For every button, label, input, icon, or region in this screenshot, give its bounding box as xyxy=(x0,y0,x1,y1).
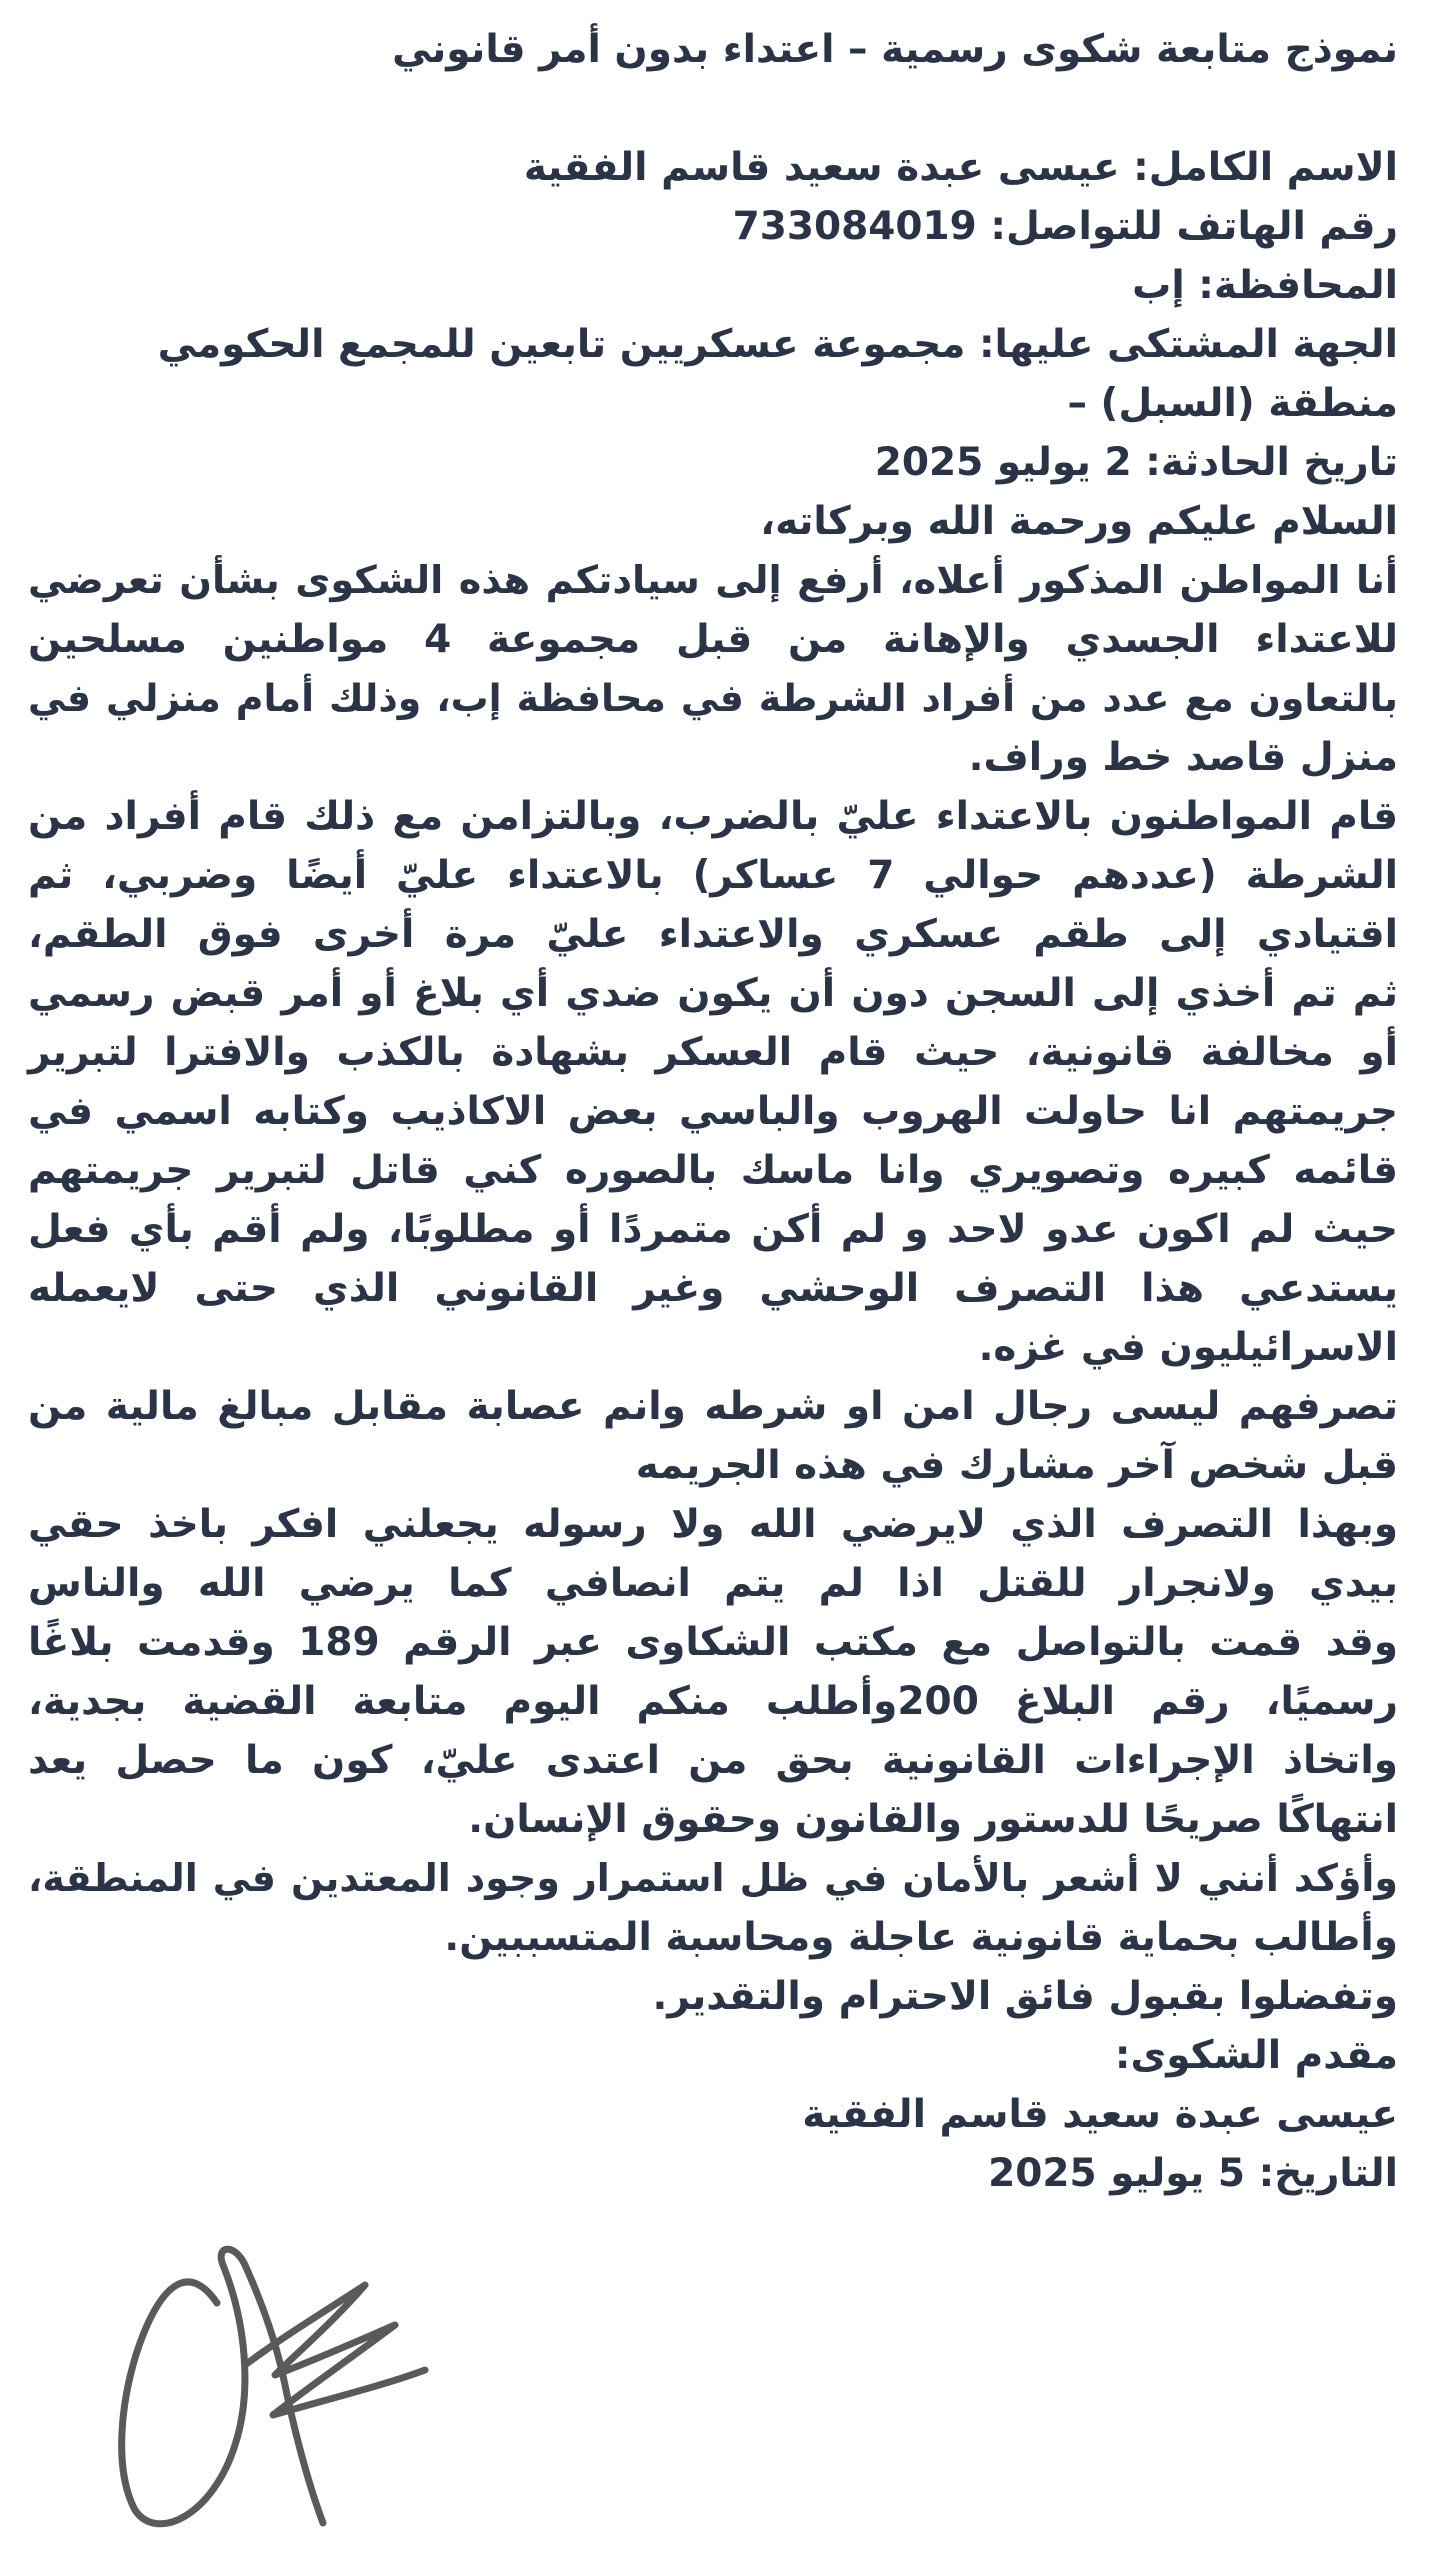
body-line: وأؤكد أنني لا أشعر بالأمان في ظل استمرار وجود المعتدين في المنطقة، xyxy=(28,1856,1398,1900)
body-line: وتفضلوا بقبول فائق الاحترام والتقدير. xyxy=(652,1974,1398,2019)
spacer xyxy=(28,79,1398,138)
body-line: قام المواطنون بالاعتداء عليّ بالضرب، وبالتزامن مع ذلك قام أفراد من xyxy=(28,794,1398,839)
body-line: بيدي ولانجرار للقتل اذا لم يتم انصافي كما يرضي الله والناس xyxy=(28,1561,1398,1606)
field-phone: رقم الهاتف للتواصل: 733084019 xyxy=(732,204,1398,249)
signature-icon xyxy=(95,2225,455,2535)
field-full-name: الاسم الكامل: عيسى عبدة سعيد قاسم الفقية xyxy=(523,145,1398,190)
body-line: يستدعي هذا التصرف الوحشي وغير القانوني الذي حتى لايعمله xyxy=(28,1266,1398,1311)
body-line: جريمتهم انا حاولت الهروب والباسي بعض الاكاذيب وكتابه اسمي في xyxy=(28,1089,1398,1134)
complainant-name: عيسى عبدة سعيد قاسم الفقية xyxy=(802,2092,1398,2137)
field-accused-party: الجهة المشتكى عليها: مجموعة عسكريين تابعين للمجمع الحكومي xyxy=(157,322,1398,367)
body-line: قائمه كبيره وتصويري وانا ماسك بالصوره كني قاتل لتبرير جريمتهم xyxy=(28,1148,1398,1193)
body-line: منزل قاصد خط وراف. xyxy=(968,735,1398,780)
body-line: وقد قمت بالتواصل مع مكتب الشكاوى عبر الرقم 189 وقدمت بلاغًا xyxy=(28,1620,1399,1665)
document-title: نموذج متابعة شكوى رسمية – اعتداء بدون أمر قانوني xyxy=(392,27,1398,72)
body-line: تصرفهم ليسى رجال امن او شرطه وانم عصابة مقابل مبالغ مالية من xyxy=(28,1384,1398,1429)
field-governorate: المحافظة: إب xyxy=(1132,263,1398,308)
body-line: أو مخالفة قانونية، حيث قام العسكر بشهادة بالكذب والافترا لتبرير xyxy=(28,1030,1398,1075)
body-line: قبل شخص آخر مشارك في هذه الجريمه xyxy=(635,1443,1398,1488)
body-line: للاعتداء الجسدي والإهانة من قبل مجموعة 4 مواطنين مسلحين xyxy=(28,617,1398,662)
body-line: الشرطة (عددهم حوالي 7 عساكر) بالاعتداء عليّ أيضًا وضربي، ثم xyxy=(28,853,1398,898)
body-line: وأطالب بحماية قانونية عاجلة ومحاسبة المتسببين. xyxy=(444,1915,1398,1960)
field-incident-date: تاريخ الحادثة: 2 يوليو 2025 xyxy=(874,440,1398,485)
body-line: رسميًا، رقم البلاغ 200وأطلب منكم اليوم متابعة القضية بجدية، xyxy=(28,1679,1398,1724)
body-line: الاسرائيليون في غزه. xyxy=(978,1325,1398,1370)
complaint-date: التاريخ: 5 يوليو 2025 xyxy=(988,2151,1398,2196)
body-line: بالتعاون مع عدد من أفراد الشرطة في محافظة إب، وذلك أمام منزلي في xyxy=(28,676,1398,720)
body-line: ثم تم أخذي إلى السجن دون أن يكون ضدي أي بلاغ أو أمر قبض رسمي xyxy=(28,971,1398,1016)
body-line: حيث لم اكون عدو لاحد و لم أكن متمردًا أو مطلوبًا، ولم أقم بأي فعل xyxy=(28,1207,1398,1252)
complaint-document xyxy=(28,20,1398,2203)
body-line: أنا المواطن المذكور أعلاه، أرفع إلى سيادتكم هذه الشكوى بشأن تعرضي xyxy=(28,558,1398,603)
body-line: انتهاكًا صريحًا للدستور والقانون وحقوق الإنسان. xyxy=(468,1797,1398,1842)
body-line: السلام عليكم ورحمة الله وبركاته، xyxy=(760,499,1398,544)
complainant-label: مقدم الشكوى: xyxy=(1114,2033,1398,2078)
field-accused-party-area: منطقة (السبل) – xyxy=(1067,381,1398,426)
body-line: اقتيادي إلى طقم عسكري والاعتداء عليّ مرة أخرى فوق الطقم، xyxy=(28,912,1398,957)
signature-stroke xyxy=(122,2249,323,2524)
body-line: وبهذا التصرف الذي لايرضي الله ولا رسوله يجعلني افكر باخذ حقي xyxy=(28,1502,1398,1547)
signature-stroke xyxy=(245,2285,425,2415)
body-line: واتخاذ الإجراءات القانونية بحق من اعتدى عليّ، كون ما حصل يعد xyxy=(28,1738,1398,1783)
